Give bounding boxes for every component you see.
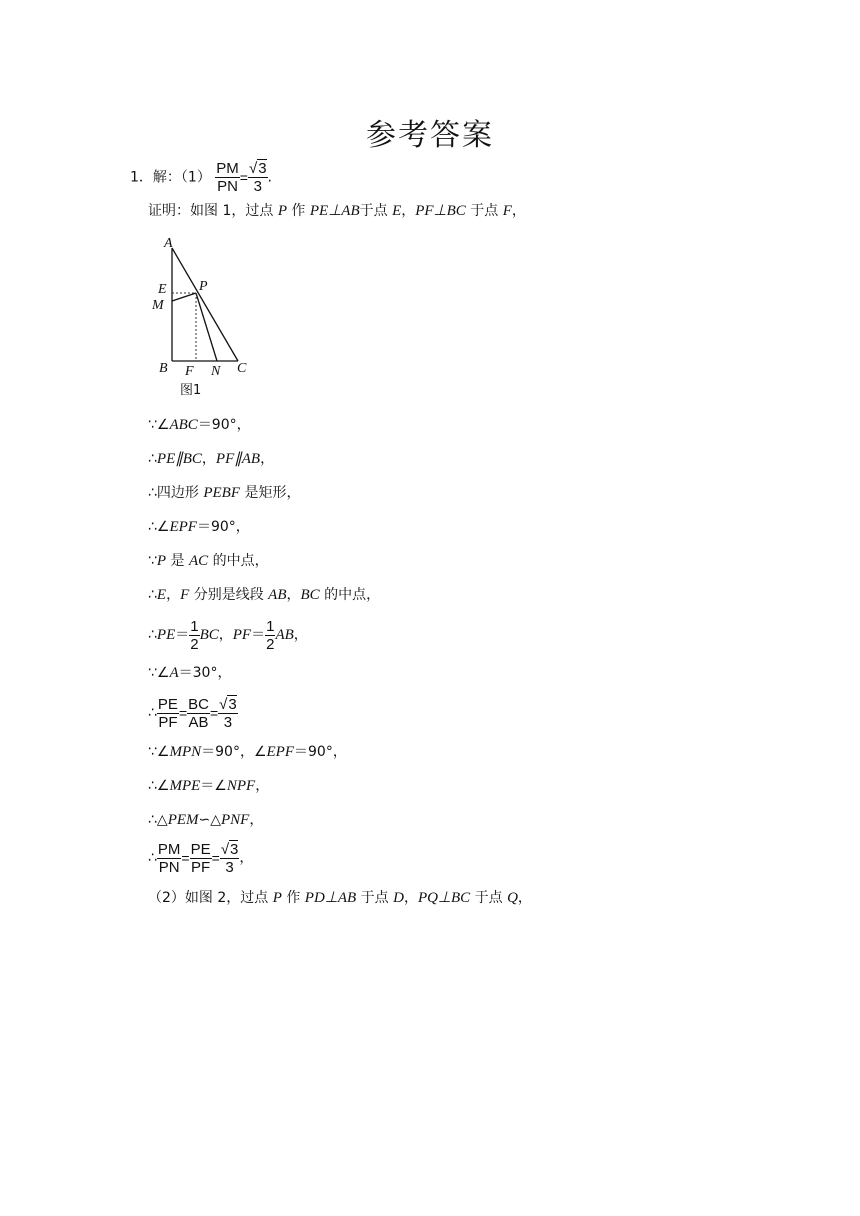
var-pf-parallel-ab: PF∥AB — [215, 451, 261, 467]
var-epf: EPF — [266, 744, 295, 760]
text-segment: ∴ — [148, 705, 157, 721]
equals-sign: = — [211, 850, 220, 866]
var-pq-perp-bc: PQ⊥BC — [417, 890, 471, 906]
sqrt-symbol: √3 — [248, 160, 267, 177]
var-ab: AB — [275, 627, 294, 643]
var-pe: PE — [156, 627, 176, 643]
step-5 — [148, 551, 269, 571]
var-pd-perp-ab: PD⊥AB — [304, 890, 357, 906]
figure-1-diagram — [148, 232, 258, 402]
label-f: F — [185, 364, 194, 379]
step-11 — [148, 776, 269, 796]
fraction-numerator: BC — [188, 695, 209, 713]
fraction-numerator — [220, 841, 240, 859]
text-segment: ∴ — [148, 627, 157, 643]
equals-sign: = — [181, 850, 190, 866]
var-p: P — [156, 553, 167, 569]
text-segment: ， — [401, 203, 416, 219]
text-segment: ＝90°，∠ — [201, 744, 267, 760]
fraction-denominator: 2 — [190, 635, 199, 653]
label-p: P — [199, 279, 208, 294]
sqrt-symbol: √3 — [219, 695, 237, 713]
text-segment: 作 — [281, 890, 305, 906]
text-segment: ， — [403, 890, 418, 906]
equals-sign: = — [178, 705, 188, 721]
q1-header — [130, 160, 272, 195]
label-a: A — [164, 236, 173, 251]
text-segment: 是矩形， — [240, 485, 301, 501]
q1-fraction-sqrt3-3 — [248, 160, 268, 195]
text-segment: ∵∠ — [148, 744, 170, 760]
step-13 — [148, 838, 253, 878]
text-segment: 于点 — [470, 890, 508, 906]
fraction-denominator: 2 — [266, 635, 275, 653]
text-segment: ＝∠ — [200, 778, 227, 794]
step-2 — [148, 449, 274, 469]
fraction-sqrt3-3 — [218, 696, 238, 731]
step-7 — [148, 615, 308, 655]
text-segment: ＝30°， — [178, 665, 232, 681]
text-segment: ， — [249, 812, 264, 828]
var-e: E — [392, 203, 402, 219]
text-segment: ＝90°， — [197, 417, 251, 433]
text-segment: 证明：如图 1，过点 — [148, 203, 278, 219]
fraction-numerator: PM — [216, 160, 239, 177]
fraction-denominator: PF — [191, 858, 211, 876]
var-d: D — [393, 890, 404, 906]
step-14-part-2 — [148, 888, 532, 908]
text-segment: 是 — [166, 553, 189, 569]
q1-prefix: 1．解：（1） — [130, 169, 211, 186]
text-segment: ， — [218, 627, 233, 643]
var-pe-parallel-bc: PE∥BC — [156, 451, 202, 467]
var-pf: PF — [232, 627, 252, 643]
text-segment: 的中点， — [319, 587, 381, 603]
fraction-denominator: PN — [158, 858, 180, 876]
radicand: 3 — [230, 840, 239, 858]
fraction-denominator: 3 — [223, 713, 233, 731]
text-segment: ∴ — [148, 587, 157, 603]
text-segment: ＝ — [175, 627, 190, 643]
q1-fraction-pm-pn — [215, 160, 240, 195]
var-ab: AB — [268, 587, 287, 603]
step-4 — [148, 517, 250, 537]
text-segment: ∴△ — [148, 812, 168, 828]
text-segment: ， — [293, 627, 308, 643]
var-pe-perp-ab: PE⊥AB — [309, 203, 360, 219]
step-1 — [148, 415, 251, 435]
equals-sign: = — [209, 705, 219, 721]
text-segment: 作 — [286, 203, 310, 219]
text-segment: 分别是线段 — [189, 587, 269, 603]
var-p: P — [277, 203, 287, 219]
sqrt-symbol: √3 — [220, 840, 239, 858]
var-mpn: MPN — [169, 744, 202, 760]
label-e: E — [158, 282, 167, 297]
var-f: F — [502, 203, 512, 219]
proof-intro — [148, 201, 526, 221]
label-m: M — [152, 298, 164, 313]
fraction-sqrt3-3 — [220, 841, 240, 876]
var-abc: ABC — [169, 417, 198, 433]
text-segment: ， — [239, 850, 254, 866]
text-segment: ∵ — [148, 553, 157, 569]
text-segment: ∴∠ — [148, 778, 170, 794]
fraction-numerator: PM — [157, 840, 181, 858]
text-segment: ∽△ — [198, 812, 222, 828]
fraction-pm-pn — [157, 841, 182, 876]
var-npf: NPF — [226, 778, 256, 794]
text-segment: ∴四边形 — [148, 485, 204, 501]
step-8 — [148, 663, 231, 683]
text-segment: ＝90°， — [196, 519, 250, 535]
fraction-numerator: 1 — [190, 617, 199, 635]
text-segment: ， — [511, 203, 526, 219]
page-title: 参考答案 — [366, 118, 494, 153]
var-bc: BC — [300, 587, 320, 603]
text-segment: ∵∠ — [148, 417, 170, 433]
var-p: P — [272, 890, 282, 906]
var-pnf: PNF — [221, 812, 250, 828]
fraction-denominator: 3 — [225, 858, 234, 876]
fraction-one-half — [189, 618, 199, 653]
fraction-numerator: PE — [157, 695, 178, 713]
fraction-pe-pf — [190, 841, 212, 876]
figure-caption: 图1 — [180, 383, 202, 398]
text-segment: ， — [255, 778, 270, 794]
step-10 — [148, 742, 347, 762]
fraction-denominator: 3 — [253, 178, 262, 195]
label-c: C — [237, 361, 247, 376]
var-mpe: MPE — [169, 778, 201, 794]
label-n: N — [211, 364, 221, 379]
text-segment: ， — [166, 587, 181, 603]
fraction-denominator: PF — [158, 713, 178, 731]
fraction-denominator: PN — [217, 178, 238, 195]
period: . — [267, 169, 272, 186]
text-segment: ∵∠ — [148, 665, 170, 681]
segment-ac — [172, 248, 238, 361]
fraction-numerator: PE — [190, 840, 211, 858]
step-6 — [148, 585, 380, 605]
text-segment: 于点 — [465, 203, 503, 219]
fraction-bc-ab — [187, 696, 210, 731]
step-3 — [148, 483, 300, 503]
var-bc: BC — [199, 627, 219, 643]
var-e: E — [156, 587, 167, 603]
label-b: B — [159, 361, 168, 376]
text-segment: ， — [201, 451, 216, 467]
text-segment: ， — [286, 587, 301, 603]
equals-sign: = — [239, 169, 248, 186]
text-segment: ＝ — [251, 627, 266, 643]
var-f: F — [180, 587, 190, 603]
text-segment: 于点 — [356, 890, 394, 906]
text-segment: 于点 — [359, 203, 393, 219]
text-segment: ， — [260, 451, 275, 467]
fraction-denominator: AB — [188, 713, 209, 731]
fraction-numerator — [248, 160, 268, 178]
var-pf-perp-bc: PF⊥BC — [415, 203, 466, 219]
step-9 — [148, 693, 238, 733]
fraction-one-half — [265, 618, 275, 653]
radicand: 3 — [228, 695, 237, 713]
fraction-numerator: 1 — [266, 617, 275, 635]
var-q: Q — [507, 890, 518, 906]
text-segment: 的中点， — [208, 553, 269, 569]
var-ac: AC — [189, 553, 209, 569]
step-12 — [148, 810, 263, 830]
var-pem: PEM — [167, 812, 199, 828]
var-pebf: PEBF — [203, 485, 241, 501]
fraction-numerator — [218, 696, 238, 714]
text-segment: ＝90°， — [294, 744, 347, 760]
text-segment: ∴ — [148, 451, 157, 467]
fraction-pe-pf — [157, 696, 179, 731]
text-segment: （2）如图 2，过点 — [148, 890, 273, 906]
text-segment: ， — [517, 890, 532, 906]
var-epf: EPF — [169, 519, 197, 535]
var-a: A — [169, 665, 179, 681]
segment-pm — [172, 293, 196, 301]
text-segment: ∴ — [148, 850, 157, 866]
segment-pn — [196, 293, 217, 361]
radicand: 3 — [258, 160, 267, 177]
text-segment: ∴∠ — [148, 519, 170, 535]
